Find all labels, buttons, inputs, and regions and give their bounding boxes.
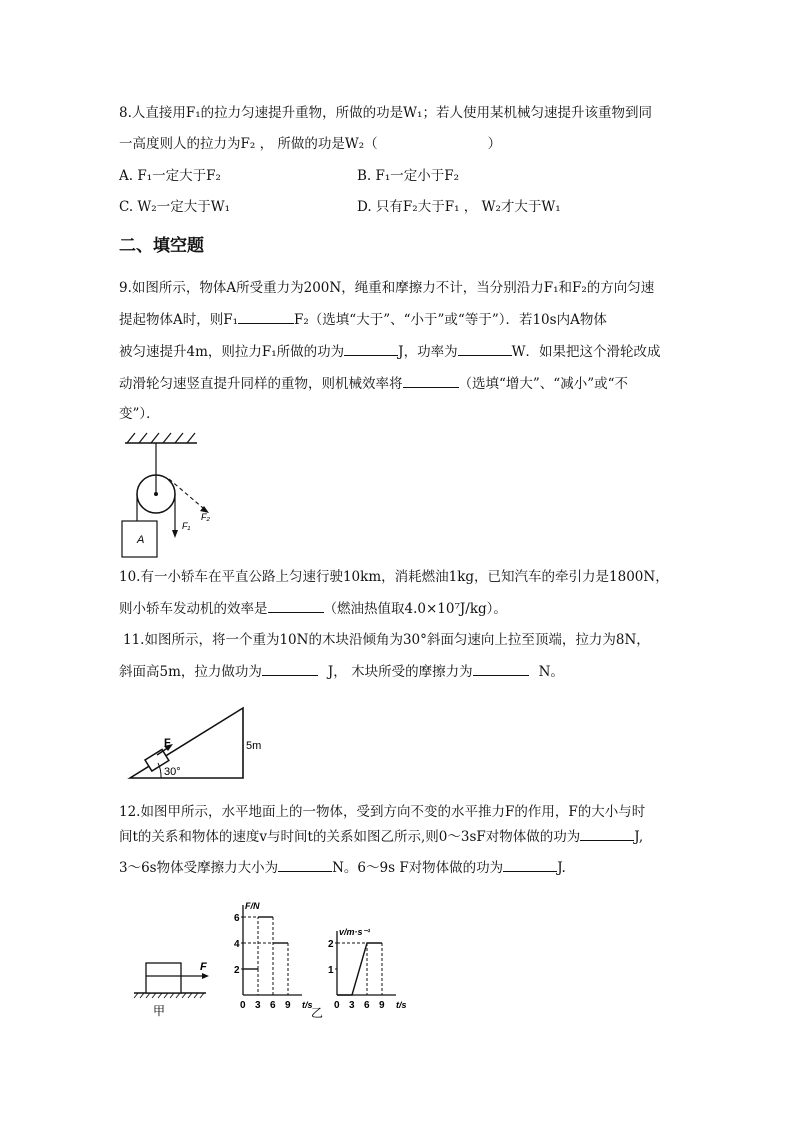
q9-l3b: J，功率为: [398, 344, 458, 360]
q8-option-d: D. 只有F₂大于F₁ ， W₂才大于W₁: [357, 199, 561, 215]
q10-line-2: [119, 599, 507, 618]
vt-y-tick-label: 2: [328, 939, 334, 950]
section-heading: 二、填空题: [119, 236, 204, 256]
q12-blank-1: [580, 827, 634, 841]
label-angle: 30°: [164, 766, 181, 778]
label-f2: F₂: [201, 512, 210, 522]
vt-x-tick-label: 3: [349, 1000, 355, 1011]
f1-arrow: [172, 530, 178, 538]
ft-x-tick-label: 0: [240, 1000, 246, 1011]
q8-line-2-end: ）: [487, 136, 502, 152]
q10-l2b: （燃油热值取4.0×10⁷J/kg）。: [323, 601, 507, 617]
label-height: 5m: [246, 740, 262, 752]
q9-l3c: W．如果把这个滑轮改成: [511, 344, 661, 360]
incline-figure: [125, 700, 270, 785]
ft-chart: [234, 901, 313, 1011]
q9-blank-4: [403, 374, 459, 388]
q12-l2a: 间t的关系和物体的速度v与时间t的关系如图乙所示,则0～3sF对物体做的功为: [119, 829, 581, 845]
q9-line-3: [119, 342, 660, 361]
q9-l2a: 提起物体A时，则F₁: [119, 312, 239, 328]
f2-dashed-line: [169, 479, 203, 508]
figure-yi: [225, 895, 420, 1020]
label-f-jia: F: [200, 961, 207, 973]
q8-line-1: 8.人直接用F₁的拉力匀速提升重物，所做的功是W₁；若人使用某机械匀速提升该重物到同: [119, 105, 652, 121]
label-f-incline: F: [164, 737, 171, 749]
ft-x-tick-label: 6: [270, 1000, 276, 1011]
q9-blank-1: [238, 310, 294, 324]
q11-l2c: N。: [538, 664, 564, 680]
push-force-arrowhead: [202, 973, 209, 979]
q10-line-1: 10.有一小轿车在平直公路上匀速行驶10km，消耗燃油1kg，已知汽车的牵引力是1800N，: [119, 569, 669, 585]
q9-line-1: 9.如图所示，物体A所受重力为200N，绳重和摩擦力不计，当分别沿力F₁和F₂的方向匀速: [119, 280, 655, 296]
ft-x-tick-label: 9: [285, 1000, 291, 1011]
q8-option-b: B. F₁一定小于F₂: [357, 168, 460, 184]
ft-y-label: F/N: [245, 901, 260, 911]
q9-line-5: 变”）．: [119, 406, 160, 422]
q9-line-4: [119, 374, 628, 393]
label-yi: 乙: [311, 1006, 324, 1020]
q10-l2a: 则小轿车发动机的效率是: [119, 601, 268, 617]
ft-x-tick-label: 3: [255, 1000, 261, 1011]
ft-y-tick-label: 2: [234, 965, 240, 976]
label-a: A: [137, 534, 145, 546]
vt-x-label: t/s: [396, 1000, 407, 1010]
ft-y-tick-label: 4: [234, 939, 240, 950]
vt-x-tick-label: 6: [364, 1000, 370, 1011]
block: [146, 963, 181, 993]
q12-l3c: J.: [557, 860, 566, 876]
q9-l4b: （选填“增大”、“减小”或“不: [458, 376, 629, 392]
q8-line-2-text: 一高度则人的拉力为F₂ ， 所做的功是W₂（: [119, 136, 378, 152]
q8-option-a: A. F₁一定大于F₂: [119, 168, 221, 184]
ft-y-tick-label: 6: [234, 913, 240, 924]
q11-line-1: 11.如图所示，将一个重为10N的木块沿倾角为30°斜面匀速向上拉至顶端，拉力为8N，: [123, 632, 650, 648]
vt-series-line: [337, 943, 382, 995]
q9-l2b: F₂（选填“大于”、“小于”或“等于”）．若10s内A物体: [294, 312, 607, 328]
q10-blank: [268, 599, 324, 613]
vt-x-tick-label: 9: [379, 1000, 385, 1011]
q9-blank-2: [344, 342, 398, 356]
q12-line-2: [119, 827, 643, 846]
incline-triangle: [130, 708, 243, 778]
ft-x-label: t/s: [302, 1000, 313, 1010]
q11-blank-1: [262, 662, 318, 676]
q12-blank-2: [278, 858, 332, 872]
q9-l3a: 被匀速提升4m，则拉力F₁所做的功为: [119, 344, 345, 360]
q9-blank-3: [458, 342, 512, 356]
q12-l3b: N。6～9s F对物体做的功为: [332, 860, 504, 876]
q11-l2a: 斜面高5m，拉力做功为: [119, 664, 262, 680]
figure-jia: [130, 955, 220, 1020]
q12-l2b: J,: [634, 829, 644, 845]
q11-blank-2: [473, 662, 529, 676]
vt-y-label: v/m·s⁻¹: [339, 927, 371, 937]
q9-line-2: [119, 310, 607, 329]
q11-line-2: [119, 662, 564, 681]
q8-option-c: C. W₂一定大于W₁: [119, 199, 231, 215]
q11-l2b: J， 木块所受的摩擦力为: [327, 664, 473, 680]
vt-x-tick-label: 0: [334, 1000, 340, 1011]
pulley-figure: [115, 432, 225, 562]
vt-chart: [328, 927, 407, 1011]
ceiling-hatch: [127, 433, 195, 443]
label-jia: 甲: [153, 1004, 166, 1018]
vt-y-tick-label: 1: [328, 965, 334, 976]
q9-l4a: 动滑轮匀速竖直提升同样的重物，则机械效率将: [119, 376, 403, 392]
q12-l3a: 3～6s物体受摩擦力大小为: [119, 860, 279, 876]
q8-line-2: [119, 135, 501, 153]
label-f1: F₁: [182, 521, 191, 531]
q12-line-1: 12.如图甲所示，水平地面上的一物体，受到方向不变的水平推力F的作用，F的大小与时: [119, 804, 646, 820]
q12-blank-3: [503, 858, 557, 872]
q12-line-3: [119, 858, 566, 877]
